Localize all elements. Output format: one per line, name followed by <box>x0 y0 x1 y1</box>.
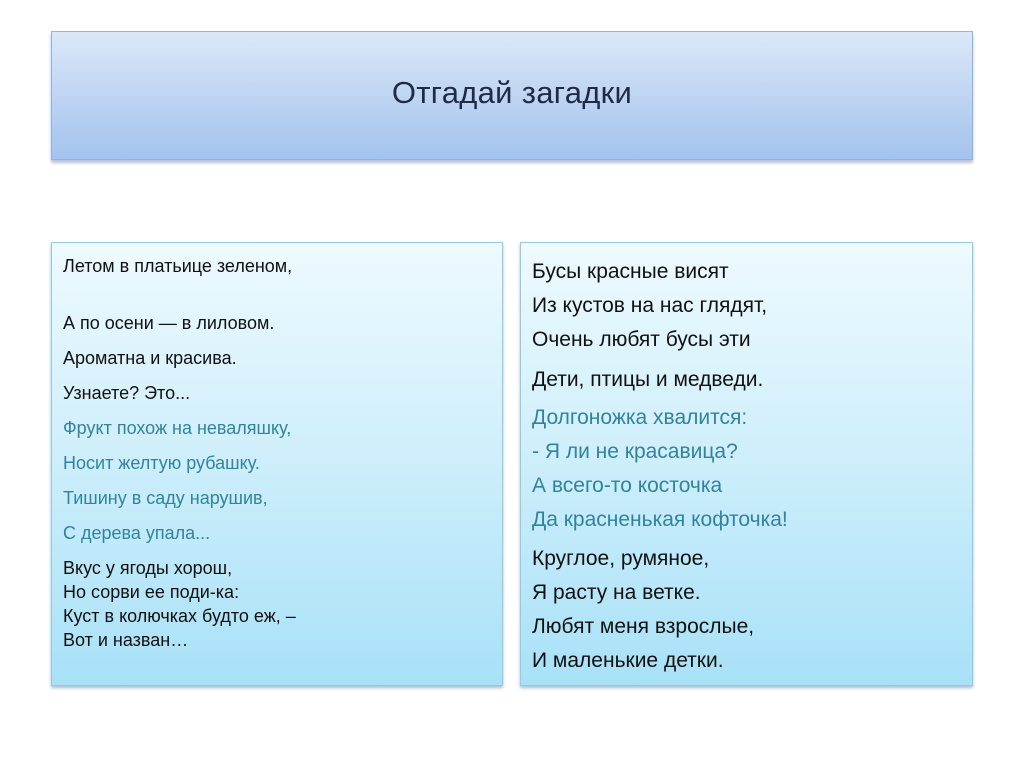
slide-title: Отгадай загадки <box>391 74 633 110</box>
riddle-line: Любят меня взрослые, <box>532 615 755 638</box>
riddle-line: Тишину в саду нарушив, <box>63 488 268 508</box>
riddle-line: Долгоножка хвалится: <box>532 406 748 429</box>
riddle-line: Бусы красные висят <box>532 260 729 283</box>
riddle-line: С дерева упала... <box>63 523 211 543</box>
riddle-line: Вот и назван… <box>63 630 189 650</box>
riddles-left-panel <box>51 242 503 686</box>
riddle-line: Узнаете? Это... <box>63 383 191 403</box>
riddle-line: Вкус у ягоды хорош, <box>63 558 233 578</box>
riddle-line: Очень любят бусы эти <box>532 328 751 351</box>
riddle-line: Дети, птицы и медведи. <box>532 368 764 391</box>
riddle-line: Да красненькая кофточка! <box>532 508 788 531</box>
riddle-line: Из кустов на нас глядят, <box>532 294 768 317</box>
riddle-line: Летом в платьице зеленом, <box>63 256 293 276</box>
riddle-line: Носит желтую рубашку. <box>63 453 260 473</box>
riddle-line: Фрукт похож на неваляшку, <box>63 418 292 438</box>
riddle-line: А по осени — в лиловом. <box>63 313 275 333</box>
riddle-line: - Я ли не красавица? <box>532 440 738 463</box>
riddle-line: Куст в колючках будто еж, – <box>63 606 296 626</box>
riddles-right-panel <box>520 242 973 686</box>
riddle-line: Круглое, румяное, <box>532 547 710 570</box>
riddle-line: Я расту на ветке. <box>532 581 701 604</box>
slide-title-box <box>51 31 973 160</box>
riddle-line: Но сорви ее поди-ка: <box>63 582 240 602</box>
riddle-line: А всего-то косточка <box>532 474 723 497</box>
riddle-line: И маленькие детки. <box>532 649 724 672</box>
riddle-line: Ароматна и красива. <box>63 348 237 368</box>
